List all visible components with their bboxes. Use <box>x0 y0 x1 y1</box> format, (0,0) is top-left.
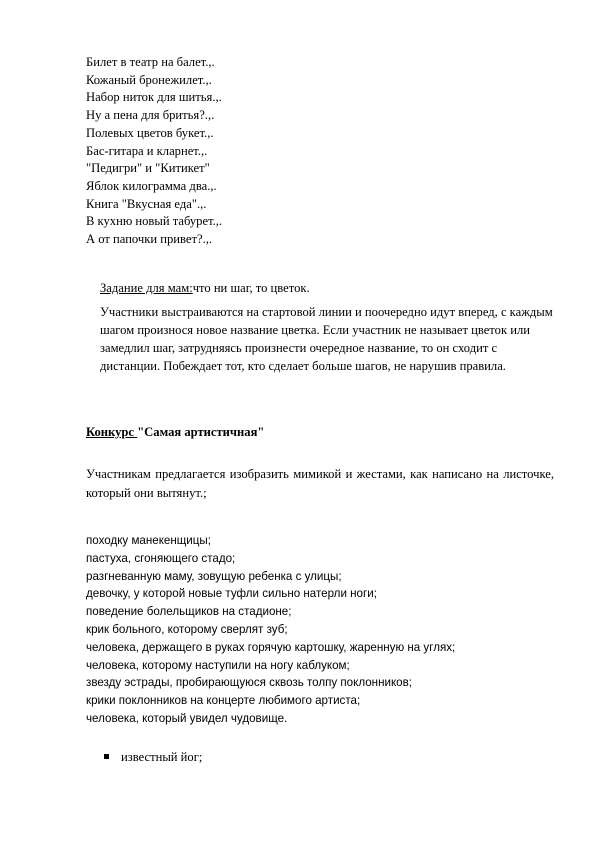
square-bullet-icon <box>104 754 109 759</box>
list-item: человека, держащего в руках горячую картошку, жаренную на углях; <box>86 640 456 654</box>
poem-line: Ну а пена для бритья?.,. <box>86 108 215 123</box>
list-item: поведение болельщиков на стадионе; <box>86 605 292 619</box>
contest-title: "Самая артистичная" <box>137 425 265 439</box>
list-item: пастуха, сгоняющего стадо; <box>86 551 236 565</box>
poem-line: Яблок килограмма два.,. <box>86 178 217 193</box>
poem-line: "Педигри" и "Китикет" <box>86 161 210 176</box>
list-item: человека, который увидел чудовище. <box>86 711 288 725</box>
contest-intro: Участникам предлагается изобразить мимикой и жестами, как написано на листочке, который они вытянут.; <box>86 467 554 500</box>
poem-line: Полевых цветов букет.,. <box>86 125 214 140</box>
task-heading-text: что ни шаг, то цветок. <box>192 281 310 295</box>
poem-line: Бас-гитара и кларнет.,. <box>86 143 208 158</box>
poem-line: Набор ниток для шитья.,. <box>86 90 222 105</box>
task-heading-label: Задание для мам: <box>100 281 193 295</box>
contest-label: Конкурс <box>86 425 138 439</box>
list-item: девочку, у которой новые туфли сильно натерли ноги; <box>86 587 377 601</box>
poem-line: Кожаный бронежилет.,. <box>86 72 212 87</box>
poem-line: Книга "Вкусная еда".,. <box>86 196 207 211</box>
list-item: походку манекенщицы; <box>86 534 211 547</box>
list-item: крики поклонников на концерте любимого артиста; <box>86 694 361 708</box>
list-item: крик больного, которому сверлят зуб; <box>86 622 288 636</box>
task-description: Участники выстраиваются на стартовой линии и поочередно идут вперед, с каждым шагом произнося новое название цветка. Если участник не называет цветок или замедлил шаг, затрудняясь произнести очередное название, то он сходит с дистанции. Побеждает тот, кто сделает больше шагов, не нарушив правила. <box>100 305 553 373</box>
list-item: разгневанную маму, зовущую ребенка с улицы; <box>86 569 342 583</box>
contest-heading <box>86 425 264 440</box>
list-item: звезду эстрады, пробирающуюся сквозь толпу поклонников; <box>86 676 412 690</box>
poem-block <box>86 54 222 249</box>
poem-line: В кухню новый табурет.,. <box>86 214 223 229</box>
roles-list <box>86 532 455 728</box>
poem-line: Билет в театр на балет.,. <box>86 55 215 69</box>
list-item: человека, которому наступили на ногу каблуком; <box>86 658 350 672</box>
bullet-item <box>104 750 202 765</box>
poem-line: А от папочки привет?.,. <box>86 232 213 247</box>
bullet-item-text: известный йог; <box>121 750 203 764</box>
task-section <box>100 279 560 375</box>
task-heading <box>100 279 560 297</box>
